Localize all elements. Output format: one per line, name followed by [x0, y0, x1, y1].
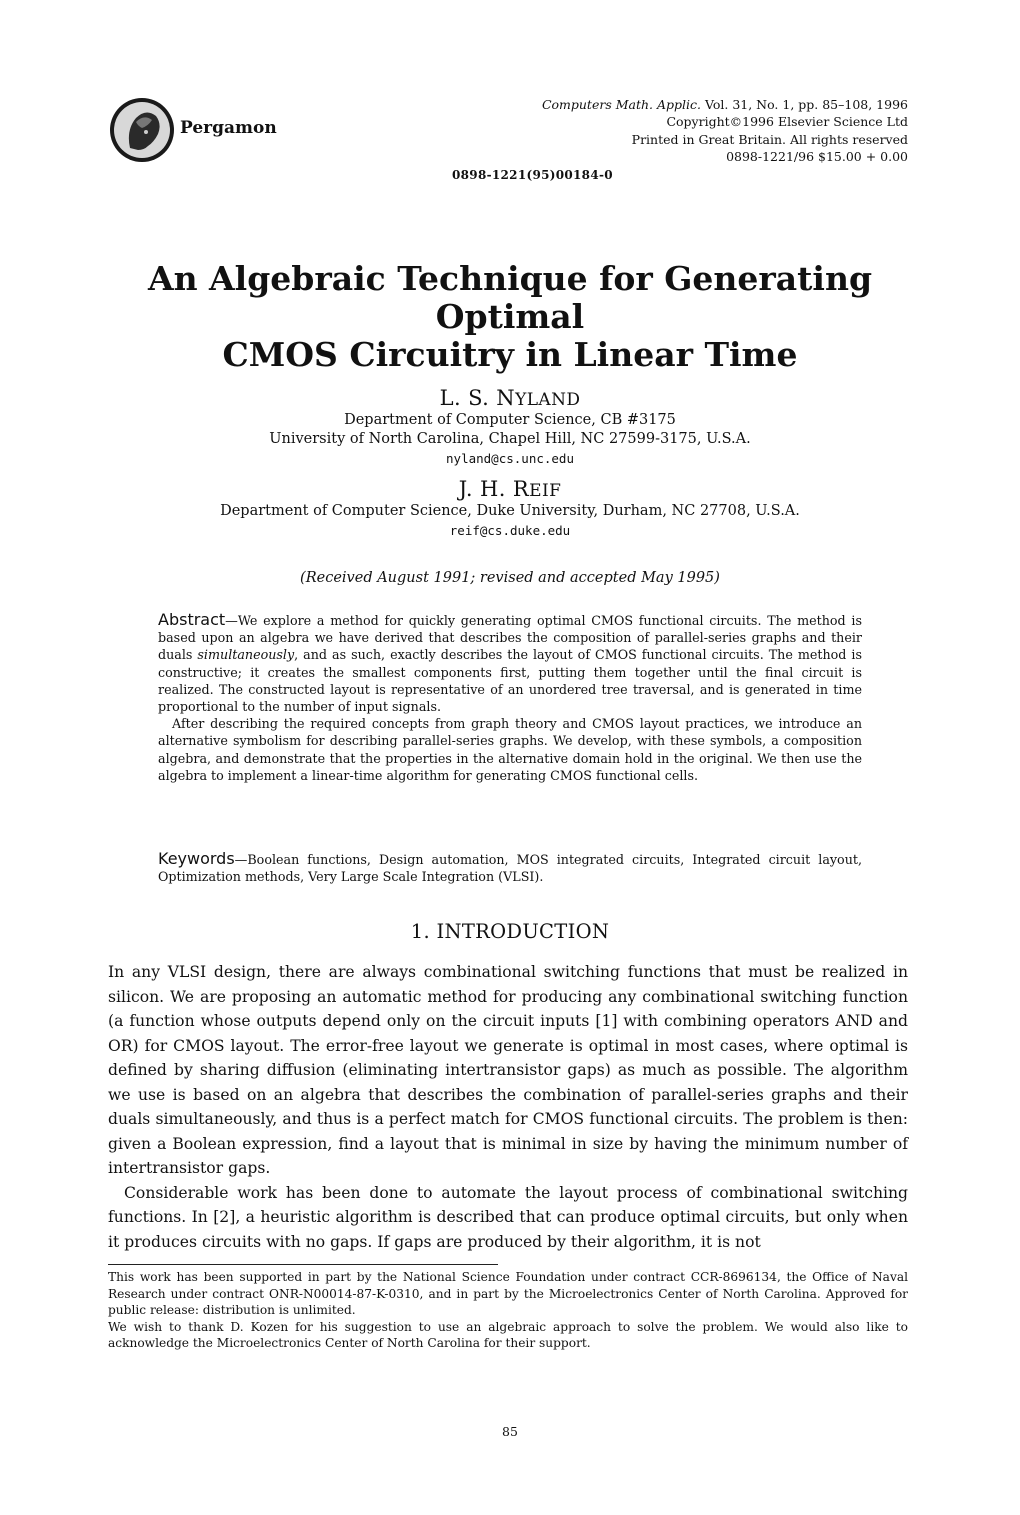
journal-name: Computers Math. Applic.	[541, 97, 701, 112]
title-line-1: An Algebraic Technique for Generating Optimal	[147, 259, 873, 336]
publication-info	[542, 96, 908, 165]
received-dates: (Received August 1991; revised and accepted May 1995)	[300, 570, 720, 586]
journal-citation	[542, 96, 908, 113]
author-email: reif@cs.duke.edu	[449, 523, 571, 538]
keywords	[158, 850, 862, 885]
affiliation-dept: Department of Computer Science, CB #3175	[344, 412, 676, 428]
publisher-name: Pergamon	[180, 118, 277, 138]
page-number: 85	[502, 1424, 518, 1439]
abstract	[158, 611, 862, 784]
affiliation-dept: Department of Computer Science, Duke University, Durham, NC 27708, U.S.A.	[220, 503, 800, 519]
price-line: 0898-1221/96 $15.00 + 0.00	[726, 148, 908, 164]
pergamon-logo	[108, 96, 176, 164]
paper-title	[80, 260, 940, 374]
abstract-paragraph: Abstract—We explore a method for quickly generating optimal CMOS functional circuits. The method is based upon an algebra we have derived that describes the composition of parallel-series graphs and their duals simultaneously, and as such, exactly describes the layout of CMOS functional circuits. The method is constructive; it creates the smallest components first, putting them together until the final circuit is realized. The constructed layout is representative of an unordered tree traversal, and is generated in time proportional to the number of input signals.	[158, 610, 862, 715]
keywords-heading: Keywords	[158, 849, 235, 868]
introduction-body	[108, 960, 908, 1254]
footnote-paragraph: This work has been supported in part by the National Science Foundation under contract CCR-8696134, the Office of Naval Research under contract ONR-N00014-87-K-0310, and in part by the Microelectronics Center of North Carolina. Approved for public release: distribution is unlimited.	[108, 1270, 908, 1318]
author-email: nyland@cs.unc.edu	[446, 451, 574, 466]
volume-pages: Vol. 31, No. 1, pp. 85–108, 1996	[701, 97, 908, 112]
printed-line: Printed in Great Britain. All rights reserved	[631, 131, 908, 147]
author-affiliation	[0, 502, 1020, 540]
abstract-heading: Abstract	[158, 610, 226, 629]
keywords-list: —Boolean functions, Design automation, MOS integrated circuits, Integrated circuit layout, Optimization methods, Very Large Scale Integration (VLSI).	[158, 852, 862, 885]
author-name: J. H. REIF	[458, 477, 562, 501]
author-affiliation	[0, 411, 1020, 468]
affiliation-univ: University of North Carolina, Chapel Hill, NC 27599-3175, U.S.A.	[269, 431, 751, 447]
body-paragraph: In any VLSI design, there are always combinational switching functions that must be realized in silicon. We are proposing an automatic method for producing any combinational switching function (a function whose outputs depend only on the circuit inputs [1] with combining operators AND and OR) for CMOS layout. The error-free layout we generate is optimal in most cases, where optimal is defined by sharing diffusion (eliminating intertransistor gaps) as much as possible. The algorithm we use is based on an algebra that describes the combination of parallel-series graphs and their duals simultaneously, and thus is a perfect match for CMOS functional circuits. The problem is then: given a Boolean expression, find a layout that is minimal in size by having the minimum number of intertransistor gaps.	[108, 963, 908, 1177]
title-line-2: CMOS Circuitry in Linear Time	[222, 335, 798, 374]
footnote	[108, 1269, 908, 1352]
footnote-rule	[108, 1264, 498, 1265]
body-paragraph: Considerable work has been done to automate the layout process of combinational switching functions. In [2], a heuristic algorithm is described that can produce optimal circuits, but only when it produces circuits with no gaps. If gaps are produced by their algorithm, it is not	[108, 1183, 908, 1251]
abstract-paragraph: After describing the required concepts from graph theory and CMOS layout practices, we introduce an alternative symbolism for describing parallel-series graphs. We develop, with these symbols, a composition algebra, and demonstrate that the properties in the alternative domain hold in the original. We then use the algebra to implement a linear-time algorithm for generating CMOS functional cells.	[158, 716, 862, 783]
copyright-line: Copyright©1996 Elsevier Science Ltd	[666, 114, 908, 130]
author-name: L. S. NYLAND	[439, 386, 581, 410]
section-heading: 1. INTRODUCTION	[410, 920, 610, 943]
doi-code: 0898-1221(95)00184-0	[452, 168, 613, 182]
footnote-paragraph: We wish to thank D. Kozen for his suggestion to use an algebraic approach to solve the problem. We would also like to acknowledge the Microelectronics Center of North Carolina for their support.	[108, 1319, 908, 1351]
